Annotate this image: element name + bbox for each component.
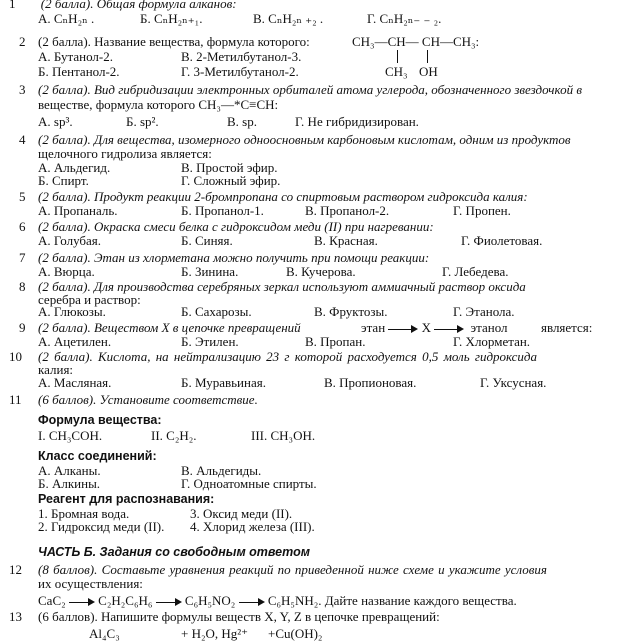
q10-option-d: Г. Уксусная. bbox=[480, 375, 547, 390]
q11-class-title: Класс соединений: bbox=[38, 449, 157, 463]
q7-option-d: Г. Лебедева. bbox=[442, 264, 509, 279]
q11-class-d: Г. Одноатомные спирты. bbox=[181, 476, 317, 491]
q7-option-b: Б. Зинина. bbox=[181, 264, 239, 279]
q11-text: (6 баллов). Установите соответствие. bbox=[38, 392, 258, 407]
q6-number: 6 bbox=[19, 219, 26, 234]
q10-option-c: В. Пропионовая. bbox=[324, 375, 417, 390]
q1-option-b: Б. CₙH₂ₙ₊₁. bbox=[140, 11, 203, 26]
q8-text-1: (2 балла). Для производства серебряных зеркал используют аммиачный раствор оксида bbox=[38, 279, 526, 294]
q12-text-2: их осуществления: bbox=[38, 576, 143, 591]
q1-option-d: Г. CₙH₂ₙ₋ ₋ ₂. bbox=[367, 11, 442, 26]
q9-chain-end: этанол bbox=[470, 320, 508, 335]
q7-text: (2 балла). Этан из хлорметана можно получить при помощи реакции: bbox=[38, 250, 430, 265]
q11-reagent-2: 2. Гидроксид меди (II). bbox=[38, 519, 165, 534]
q6-option-c: В. Красная. bbox=[314, 233, 378, 248]
q11-reagent-3: 3. Оксид меди (II). bbox=[190, 506, 293, 521]
q3-option-d: Г. Не гибридизирован. bbox=[295, 114, 419, 129]
q5-option-a: А. Пропаналь. bbox=[38, 203, 118, 218]
q9-tail: является: bbox=[541, 320, 593, 335]
q6-option-a: А. Голубая. bbox=[38, 233, 102, 248]
q12-chain-2: C₂H₂C₆H₆ bbox=[98, 593, 153, 608]
q11-formula-title: Формула вещества: bbox=[38, 413, 162, 427]
q5-option-d: Г. Пропен. bbox=[453, 203, 511, 218]
q10-text-2: калия: bbox=[38, 362, 74, 377]
q2-bond-2 bbox=[427, 50, 428, 63]
q4-option-d: Г. Сложный эфир. bbox=[181, 173, 281, 188]
q3-option-c: В. sp. bbox=[227, 114, 257, 129]
q5-text: (2 балла). Продукт реакции 2-бромпропана со спиртовым раствором гидроксида калия: bbox=[38, 189, 528, 204]
q9-option-a: А. Ацетилен. bbox=[38, 334, 112, 349]
q10-option-a: А. Масляная. bbox=[38, 375, 112, 390]
q11-class-a: А. Алканы. bbox=[38, 463, 101, 478]
q11-reagent-title: Реагент для распознавания: bbox=[38, 492, 215, 506]
q11-class-c: В. Альдегиды. bbox=[181, 463, 262, 478]
q9-chain bbox=[361, 320, 508, 335]
q10-option-b: Б. Муравьиная. bbox=[181, 375, 266, 390]
q6-text: (2 балла). Окраска смеси белка с гидроксидом меди (II) при нагревании: bbox=[38, 219, 434, 234]
q3-text-2: веществе, формула которого CH₃—*C≡CH: bbox=[38, 97, 279, 112]
q2-formula: CH₃—CH— CH—CH₃: bbox=[352, 34, 480, 49]
q7-number: 7 bbox=[19, 250, 26, 265]
q9-number: 9 bbox=[19, 320, 26, 335]
q13-text: (6 баллов). Напишите формулы веществ X, Y, Z в цепочке превращений: bbox=[38, 609, 440, 624]
q7-option-c: В. Кучерова. bbox=[286, 264, 356, 279]
q4-text-2: щелочного гидролиза является: bbox=[38, 146, 212, 161]
q11-formula-1: I. CH₃COH. bbox=[38, 428, 103, 443]
q3-option-b: Б. sp². bbox=[126, 114, 159, 129]
q2-substituent-2: OH bbox=[419, 64, 438, 79]
q10-number: 10 bbox=[9, 349, 22, 364]
q9-chain-x: X bbox=[421, 320, 432, 335]
question-number: 1 bbox=[9, 0, 16, 11]
q4-option-b: Б. Спирт. bbox=[38, 173, 89, 188]
q9-text: (2 балла). Веществом X в цепочке превращений bbox=[38, 320, 301, 335]
q8-option-d: Г. Этанола. bbox=[453, 304, 515, 319]
arrow-icon bbox=[69, 597, 95, 607]
q13-condition-1: + H₂O, Hg²⁺ bbox=[181, 626, 249, 641]
q11-formula-3: III. CH₃OH. bbox=[251, 428, 316, 443]
q11-number: 11 bbox=[9, 392, 22, 407]
q12-chain-3: C₆H₅NO₂ bbox=[184, 593, 236, 608]
q4-number: 4 bbox=[19, 132, 26, 147]
q10-text-1: (2 балла). Кислота, на нейтрализацию 23 г которой расходуется 0,5 моль гидроксида bbox=[38, 349, 537, 364]
q11-reagent-4: 4. Хлорид железа (III). bbox=[190, 519, 315, 534]
q4-option-a: А. Альдегид. bbox=[38, 160, 111, 175]
q11-reagent-1: 1. Бромная вода. bbox=[38, 506, 130, 521]
q9-option-b: Б. Этилен. bbox=[181, 334, 239, 349]
q6-option-b: Б. Синяя. bbox=[181, 233, 233, 248]
q12-tail: . Дайте название каждого вещества. bbox=[318, 593, 517, 608]
q1-option-a: А. CₙH₂ₙ . bbox=[38, 11, 95, 26]
q5-option-c: В. Пропанол-2. bbox=[305, 203, 390, 218]
arrow-icon bbox=[156, 597, 182, 607]
arrow-icon bbox=[388, 324, 418, 334]
q9-option-c: В. Пропан. bbox=[305, 334, 366, 349]
q3-text-1: (2 балла). Вид гибридизации электронных орбиталей атома углерода, обозначенного звездочкой в bbox=[38, 82, 582, 97]
part-b-title: ЧАСТЬ Б. Задания со свободным ответом bbox=[38, 545, 310, 559]
q12-chain-4: C₆H₅NH₂ bbox=[267, 593, 319, 608]
q1 bbox=[9, 0, 237, 11]
q13-number: 13 bbox=[9, 609, 22, 624]
q2-option-a: А. Бутанол-2. bbox=[38, 49, 113, 64]
q12-number: 12 bbox=[9, 562, 22, 577]
q11-formula-2: II. C₂H₂. bbox=[151, 428, 197, 443]
q4-text-1: (2 балла). Для вещества, изомерного одноосновным карбоновым кислотам, одним из продуктов bbox=[38, 132, 571, 147]
q12-chain-1: CaC₂ bbox=[38, 593, 66, 608]
q13-condition-2: +Cu(OH)₂ bbox=[268, 626, 323, 641]
arrow-icon bbox=[239, 597, 265, 607]
q2-number: 2 bbox=[19, 34, 26, 49]
q12-chain bbox=[38, 593, 517, 608]
arrow-icon bbox=[434, 324, 464, 334]
q2-bond-1 bbox=[397, 50, 398, 63]
question-text: (2 балла). Общая формула алканов: bbox=[40, 0, 237, 11]
q12-text-1: (8 баллов). Составьте уравнения реакций по приведенной ниже схеме и укажите условия bbox=[38, 562, 547, 577]
q9-chain-start: этан bbox=[361, 320, 386, 335]
q5-option-b: Б. Пропанол-1. bbox=[181, 203, 264, 218]
q2-substituent-1: CH₃ bbox=[385, 64, 408, 79]
q7-option-a: А. Вюрца. bbox=[38, 264, 95, 279]
q8-option-b: Б. Сахарозы. bbox=[181, 304, 252, 319]
q2-text: (2 балла). Название вещества, формула которого: bbox=[38, 34, 310, 49]
q8-text-2: серебра и раствор: bbox=[38, 292, 141, 307]
q9-option-d: Г. Хлорметан. bbox=[453, 334, 531, 349]
q5-number: 5 bbox=[19, 189, 26, 204]
q8-option-c: В. Фруктозы. bbox=[314, 304, 388, 319]
q1-option-c: В. CₙH₂ₙ ₊₂ . bbox=[253, 11, 324, 26]
q6-option-d: Г. Фиолетовая. bbox=[461, 233, 543, 248]
q2-option-d: Г. 3-Метилбутанол-2. bbox=[181, 64, 299, 79]
q11-class-b: Б. Алкины. bbox=[38, 476, 101, 491]
q13-chain-start: Al₄C₃ bbox=[89, 626, 120, 641]
q2-option-c: В. 2-Метилбутанол-3. bbox=[181, 49, 302, 64]
q2-option-b: Б. Пентанол-2. bbox=[38, 64, 120, 79]
q4-option-c: В. Простой эфир. bbox=[181, 160, 278, 175]
q8-number: 8 bbox=[19, 279, 26, 294]
q3-number: 3 bbox=[19, 82, 26, 97]
q3-option-a: А. sp³. bbox=[38, 114, 73, 129]
q8-option-a: А. Глюкозы. bbox=[38, 304, 106, 319]
